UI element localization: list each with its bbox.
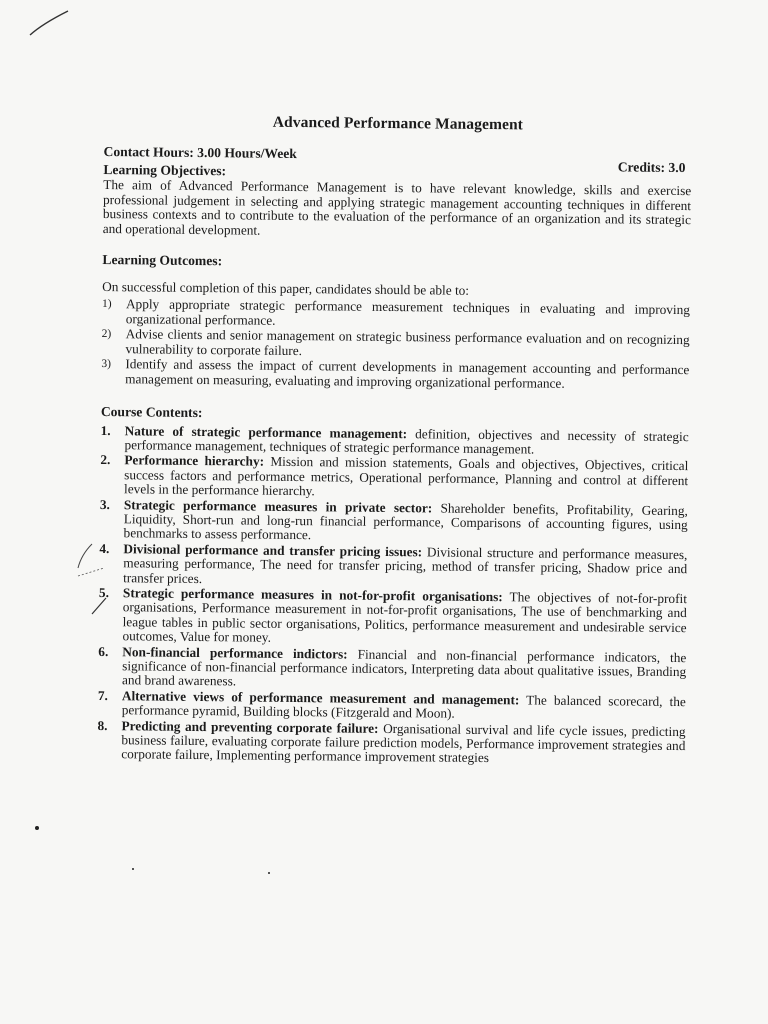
outcome-text: Advise clients and senior management on strategic business performance evaluation and on recognizing vulnerability to corporate failure. [125, 326, 690, 358]
course-contents-list [97, 424, 689, 768]
outcome-number: 2) [101, 328, 112, 341]
content-item [98, 586, 687, 650]
credits: Credits: 3.0 [617, 159, 686, 176]
outcome-text: Apply appropriate strategic performance measurement techniques in evaluating and improving organizational performance. [125, 296, 691, 328]
content-number: 5. [98, 584, 110, 601]
content-text: Financial and non-financial performance indicators, the significance of non-financial performance indicators, Interpreting data about qualitative issues, Branding and brand awareness. [121, 646, 687, 689]
content-item [100, 498, 688, 547]
content-lead: Nature of strategic performance management: [124, 422, 408, 441]
contact-hours: Contact Hours: 3.00 Hours/Week [103, 143, 297, 162]
learning-objectives-text: The aim of Advanced Performance Management is to have relevant knowledge, skills and exercise professional judgement in selecting and applying strategic management accounting techniques in different business contexts and to contribute to the evaluation of the performance of an organization and its strategic and operational development. [102, 176, 692, 238]
content-lead: Performance hierarchy: [124, 452, 265, 470]
content-item [100, 453, 688, 502]
scan-speck [268, 872, 270, 874]
page-title: Advanced Performance Management [272, 113, 524, 134]
content-text: Divisional structure and performance measures, measuring performance, The need for transfer pricing, method of transfer pricing, Shadow price and transfer prices. [123, 544, 688, 586]
content-text: Organisational survival and life cycle issues, predicting business failure, evaluating corporate failure prediction models, Performance improvement strategies and corporate failure, Implementing performance improvement strategies [121, 720, 686, 766]
content-number: 3. [99, 496, 110, 512]
learning-outcomes-heading: Learning Outcomes: [102, 252, 223, 269]
content-lead: Predicting and preventing corporate failure: [121, 717, 379, 736]
syllabus-page [97, 112, 692, 769]
learning-objectives-heading: Learning Objectives: [103, 161, 227, 179]
content-text: The balanced scorecard, the performance pyramid, Building blocks (Fitzgerald and Moon). [121, 692, 686, 721]
content-number: 1. [100, 422, 111, 438]
scan-speck [35, 826, 39, 830]
outcome-item [101, 357, 689, 392]
course-contents-heading: Course Contents: [100, 403, 203, 420]
scan-speck [132, 868, 134, 870]
outcome-text: Identify and assess the impact of current developments in management accounting and performance management on measuring, evaluating and improving organizational performance. [125, 356, 690, 391]
content-text: Shareholder benefits, Profitability, Gearing, Liquidity, Short-run and long-run financial performance, Comparisons of accounting figures, using benchmarks to assess performance. [123, 500, 688, 543]
content-item [99, 542, 687, 591]
outcome-number: 1) [101, 297, 112, 311]
content-number: 8. [97, 717, 108, 733]
pen-stroke-top-left [28, 8, 72, 38]
content-item [98, 645, 686, 694]
content-lead: Non-financial performance indictors: [122, 643, 348, 662]
content-number: 6. [98, 643, 109, 659]
content-lead: Strategic performance measures in not-for-profit organisations: [122, 585, 503, 605]
content-number: 2. [100, 452, 111, 468]
content-number: 7. [97, 687, 108, 703]
outcome-number: 3) [101, 358, 112, 371]
content-lead: Alternative views of performance measurement and management: [121, 688, 520, 708]
content-number: 4. [99, 540, 110, 556]
learning-outcomes-list [101, 297, 690, 393]
content-text: definition, objectives and necessity of strategic performance management, techniques of strategic performance management. [124, 425, 689, 457]
content-text: The objectives of not-for-profit organisations, Performance measurement in not-for-profit organisations, The use of benchmarking and league tables in public sector organisations, Politics, performance measurement and undesirable service outcomes, Value for money. [122, 589, 688, 645]
content-text: Mission and mission statements, Goals and objectives, Objectives, critical success factors and performance metrics, Operational performance, Planning and control at different levels in the performance hierarchy. [123, 454, 689, 499]
content-lead: Divisional performance and transfer pricing issues: [123, 541, 423, 560]
content-item [97, 719, 685, 768]
learning-outcomes-intro: On successful completion of this paper, candidates should be able to: [102, 279, 470, 299]
content-lead: Strategic performance measures in private sector: [123, 496, 433, 516]
